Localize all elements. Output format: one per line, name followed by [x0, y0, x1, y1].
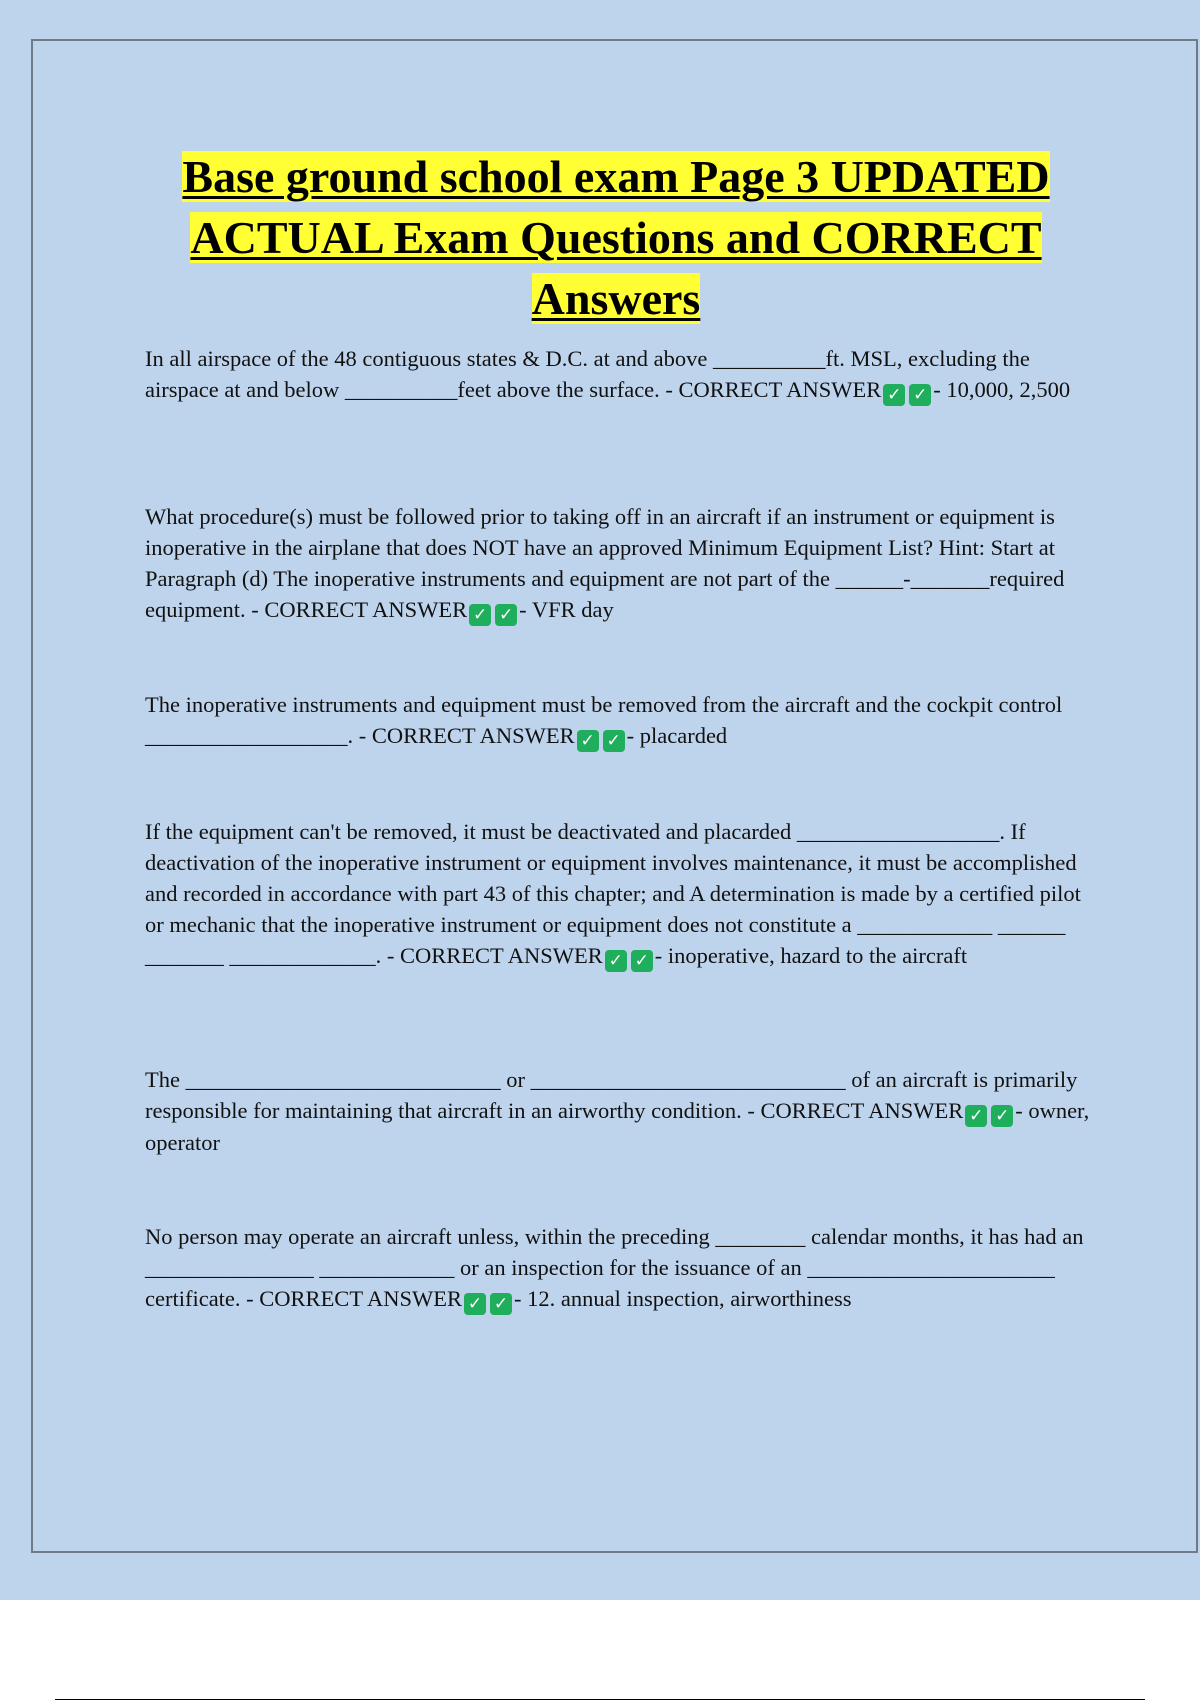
check-box-icon: ✓	[490, 1293, 512, 1315]
check-box-icon: ✓	[603, 730, 625, 752]
question-3: The inoperative instruments and equipment must be removed from the aircraft and the cockpit control __________________. - CORRECT ANSWER ✓ ✓ - placarded	[145, 692, 1063, 751]
check-box-icon: ✓	[909, 384, 931, 406]
check-box-icon: ✓	[464, 1293, 486, 1315]
check-box-icon: ✓	[577, 730, 599, 752]
question-1: In all airspace of the 48 contiguous states & D.C. at and above __________ft. MSL, excluding the airspace at and below __________feet above the surface. - CORRECT ANSWER ✓ ✓ - 10,000, 2,500	[145, 346, 1071, 405]
document-title: Base ground school exam Page 3 UPDATED ACTUAL Exam Questions and CORRECT Answers	[182, 151, 1050, 324]
check-box-icon: ✓	[965, 1105, 987, 1127]
check-box-icon: ✓	[495, 604, 517, 626]
question-2: What procedure(s) must be followed prior to taking off in an aircraft if an instrument or equipment is inoperative in the airplane that does NOT have an approved Minimum Equipment List? Hint: Start at Paragraph (d) The inoperative instruments and equipment are not part of the ______-_______required equipment. - CORRECT ANSWER ✓ ✓ - VFR day	[145, 504, 1065, 625]
question-5: The ____________________________ or ____________________________ of an aircraft is primarily responsible for maintaining that aircraft in an airworthy condition. - CORRECT ANSWER ✓ ✓ - owner, operator	[145, 1067, 1090, 1155]
question-4: If the equipment can't be removed, it must be deactivated and placarded __________________. If deactivation of the inoperative instrument or equipment involves maintenance, it must be accomplished and recorded in accordance with part 43 of this chapter; and A determination is made by a certified pilot or mechanic that the inoperative instrument or equipment does not constitute a ____________ ______ _______ _____________. - CORRECT ANSWER ✓ ✓ - inoperative, hazard to the aircraft	[145, 819, 1081, 971]
check-box-icon: ✓	[883, 384, 905, 406]
question-6: No person may operate an aircraft unless, within the preceding ________ calendar months, it has had an _______________ ____________ or an inspection for the issuance of an ______________________ certificate. - CORRECT ANSWER ✓ ✓ - 12. annual inspection, airworthiness	[145, 1224, 1084, 1314]
check-box-icon: ✓	[991, 1105, 1013, 1127]
check-box-icon: ✓	[469, 604, 491, 626]
check-box-icon: ✓	[605, 950, 627, 972]
check-box-icon: ✓	[631, 950, 653, 972]
